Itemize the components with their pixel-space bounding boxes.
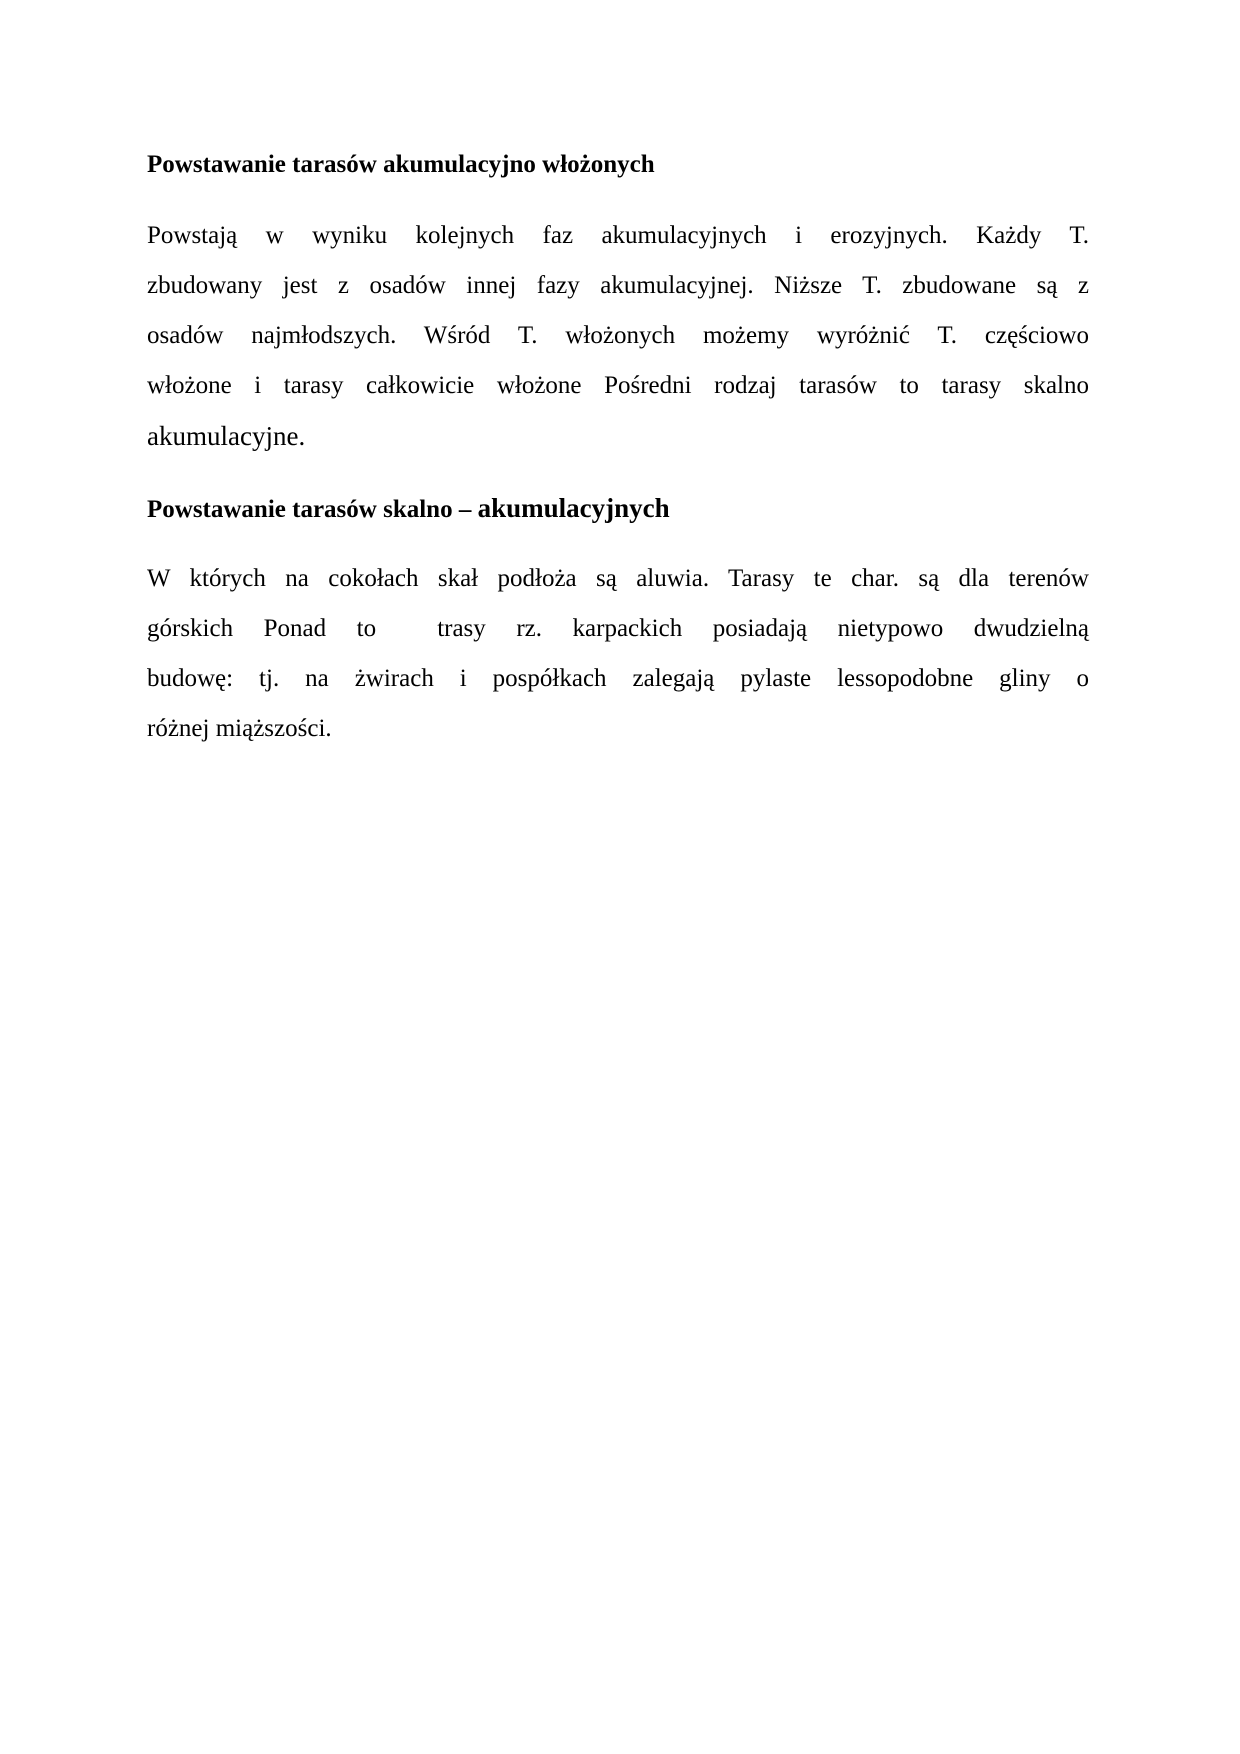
paragraph-line: budowę: tj. na żwirach i pospółkach zalegają pylaste lessopodobne gliny o	[147, 665, 1089, 692]
paragraph-line: włożone i tarasy całkowicie włożone Pośredni rodzaj tarasów to tarasy skalno	[147, 372, 1089, 399]
paragraph-line: W których na cokołach skał podłoża są aluwia. Tarasy te char. są dla terenów	[147, 565, 1089, 592]
paragraph-line: osadów najmłodszych. Wśród T. włożonych możemy wyróżnić T. częściowo	[147, 322, 1089, 349]
section-2-heading	[147, 483, 1089, 533]
paragraph-line: akumulacyjne.	[147, 421, 306, 451]
paragraph-line: różnej miąższości.	[147, 715, 332, 742]
section-2-heading-part2: akumulacyjnych	[477, 493, 670, 523]
section-1-heading: Powstawanie tarasów akumulacyjno włożonych	[147, 151, 655, 178]
section-2-heading-part1: Powstawanie tarasów skalno –	[147, 496, 478, 523]
paragraph-line: górskich Ponad to trasy rz. karpackich posiadają nietypowo dwudzielną	[147, 615, 1089, 642]
paragraph-line: zbudowany jest z osadów innej fazy akumulacyjnej. Niższe T. zbudowane są z	[147, 272, 1089, 299]
section-2-paragraph	[147, 554, 1089, 754]
paragraph-line: Powstają w wyniku kolejnych faz akumulacyjnych i erozyjnych. Każdy T.	[147, 222, 1089, 249]
section-1-paragraph	[147, 211, 1089, 461]
section-2	[147, 483, 1089, 533]
section-1	[147, 140, 1089, 190]
